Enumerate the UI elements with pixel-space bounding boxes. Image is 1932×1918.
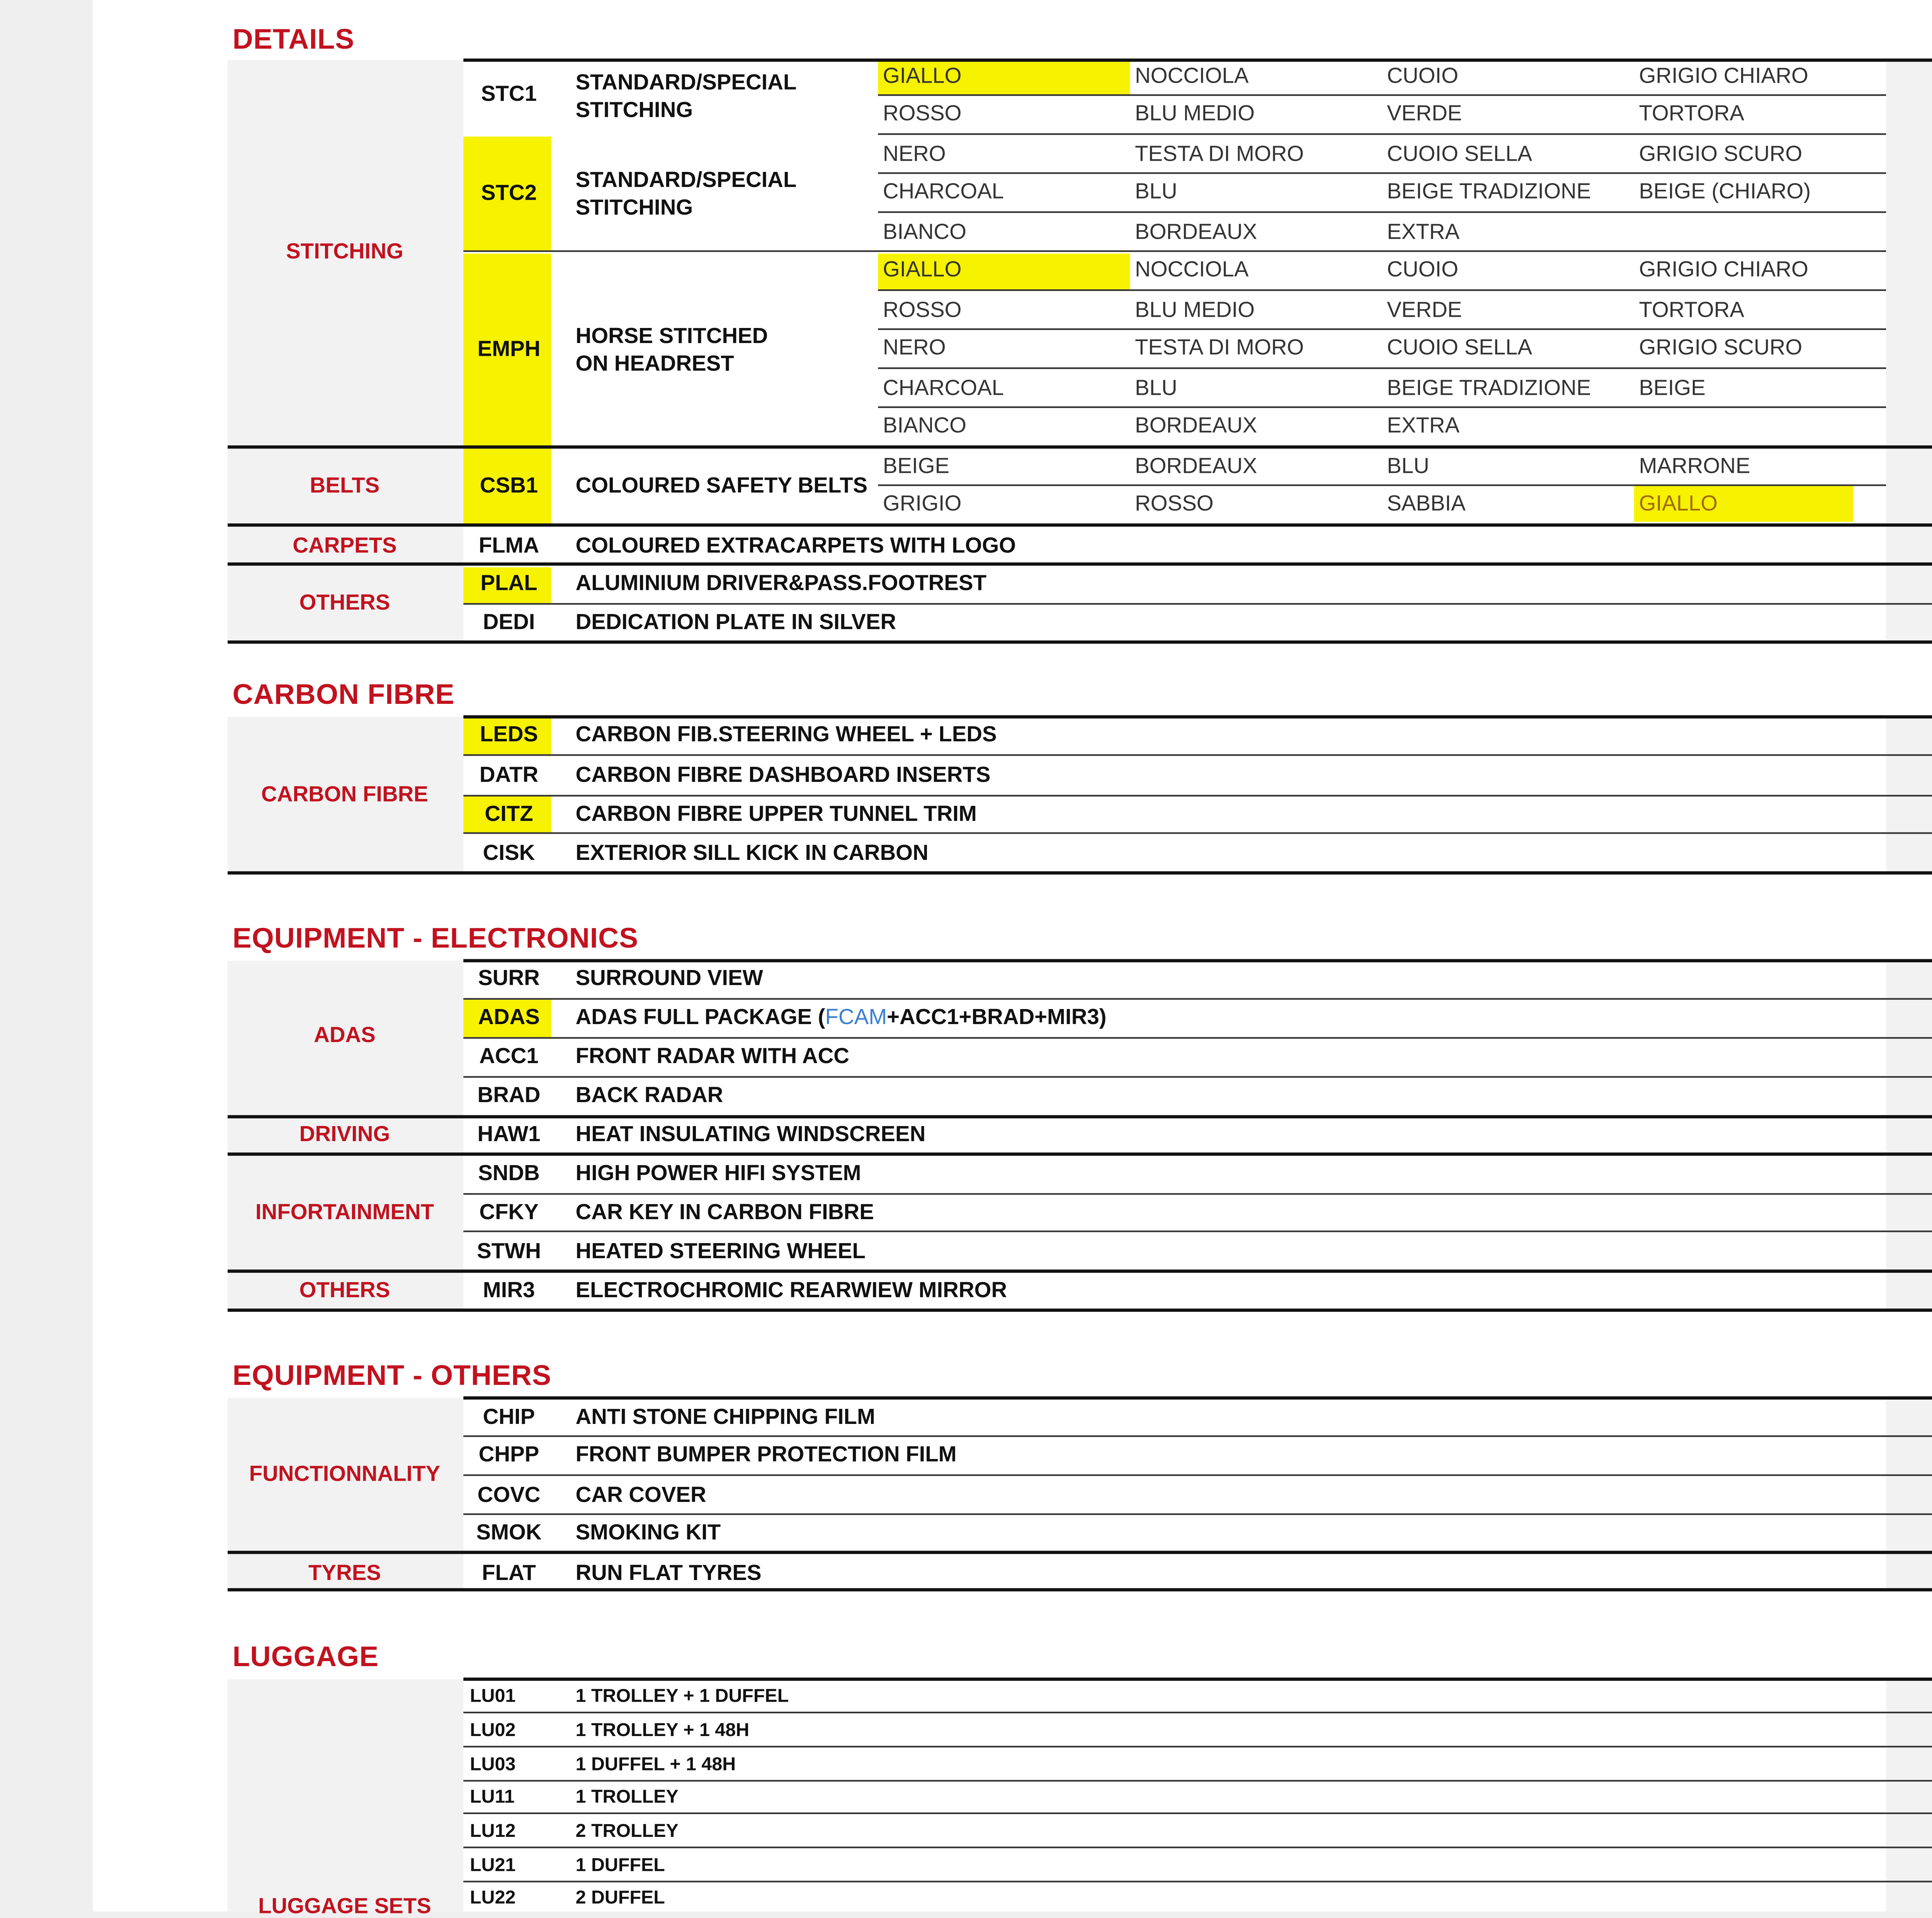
- section-title-luggage: LUGGAGE: [232, 1640, 379, 1673]
- color-option: BIANCO: [883, 219, 966, 244]
- item-code: SMOK: [476, 1520, 542, 1544]
- category-functionality: FUNCTIONNALITY: [249, 1461, 440, 1486]
- color-option: EXTRA: [1387, 219, 1460, 244]
- color-option: GRIGIO: [883, 491, 962, 515]
- section-title-carbon-fibre: CARBON FIBRE: [232, 678, 455, 710]
- section-title-equipment-others: EQUIPMENT - OTHERS: [232, 1359, 551, 1391]
- category-luggage-sets: LUGGAGE SETS: [258, 1894, 431, 1918]
- category-belts: BELTS: [310, 473, 380, 498]
- color-option: BEIGE (CHIARO): [1639, 178, 1811, 203]
- item-code: CHIP: [483, 1404, 535, 1429]
- item-description: 2 DUFFEL: [575, 1889, 665, 1909]
- color-option: CUOIO SELLA: [1387, 141, 1532, 166]
- item-description: COLOURED SAFETY BELTS: [575, 473, 868, 498]
- item-description: HEATED STEERING WHEEL: [575, 1238, 866, 1263]
- item-code: EMPH: [477, 336, 541, 361]
- item-code: LU01: [470, 1687, 516, 1707]
- color-option: EXTRA: [1387, 413, 1460, 437]
- color-option: NOCCIOLA: [1135, 63, 1249, 88]
- item-description: EXTERIOR SILL KICK IN CARBON: [575, 840, 929, 865]
- item-description: 1 DUFFEL: [575, 1856, 665, 1876]
- item-description: CAR COVER: [575, 1482, 706, 1507]
- color-option: CUOIO SELLA: [1387, 335, 1532, 359]
- item-code: LU22: [470, 1889, 516, 1909]
- item-description: FRONT BUMPER PROTECTION FILM: [575, 1442, 957, 1466]
- item-code: COVC: [477, 1482, 541, 1507]
- item-code: LEDS: [480, 722, 538, 746]
- item-code: LU02: [470, 1721, 516, 1741]
- item-description: ADAS FULL PACKAGE (FCAM+ACC1+BRAD+MIR3): [575, 1004, 1107, 1029]
- item-description: ELECTROCHROMIC REARWIEW MIRROR: [575, 1278, 1007, 1302]
- color-option: BORDEAUX: [1135, 454, 1257, 478]
- color-option: NOCCIOLA: [1135, 257, 1249, 281]
- category-tyres: TYRES: [308, 1560, 381, 1585]
- color-option: GIALLO: [883, 63, 962, 88]
- item-description: 1 DUFFEL + 1 48H: [575, 1755, 736, 1775]
- item-description: BACK RADAR: [575, 1082, 723, 1107]
- color-option: BORDEAUX: [1135, 413, 1257, 437]
- color-option: ROSSO: [883, 297, 962, 322]
- item-description: 1 TROLLEY + 1 DUFFEL: [575, 1687, 789, 1707]
- item-description: 2 TROLLEY: [575, 1822, 679, 1842]
- color-option: GRIGIO CHIARO: [1639, 257, 1808, 281]
- color-option: BEIGE: [883, 454, 950, 478]
- item-description: CAR KEY IN CARBON FIBRE: [575, 1199, 874, 1224]
- item-description: RUN FLAT TYRES: [575, 1560, 762, 1585]
- color-option: ROSSO: [883, 100, 962, 126]
- color-option: MARRONE: [1639, 454, 1750, 478]
- item-code: LU11: [470, 1788, 515, 1808]
- color-option: NERO: [883, 141, 946, 166]
- item-code: SURR: [478, 965, 540, 990]
- color-option: VERDE: [1387, 297, 1462, 322]
- details-price-column: [1886, 60, 1932, 642]
- item-code: DEDI: [483, 609, 535, 634]
- color-option: GRIGIO SCURO: [1639, 141, 1803, 166]
- item-code: SNDB: [478, 1160, 540, 1185]
- color-option: SABBIA: [1387, 491, 1466, 515]
- color-option: GIALLO: [1639, 491, 1718, 515]
- item-description: DEDICATION PLATE IN SILVER: [575, 609, 896, 634]
- color-option: BLU MEDIO: [1135, 297, 1255, 322]
- item-description: HEAT INSULATING WINDSCREEN: [575, 1121, 926, 1146]
- color-option: CUOIO: [1387, 257, 1459, 281]
- category-stitching: STITCHING: [286, 239, 403, 263]
- color-option: BLU: [1135, 178, 1177, 203]
- item-code: FLMA: [478, 533, 539, 558]
- item-description: SURROUND VIEW: [575, 965, 763, 990]
- item-description: ANTI STONE CHIPPING FILM: [575, 1404, 875, 1429]
- color-option: BEIGE TRADIZIONE: [1387, 375, 1591, 400]
- item-code: CISK: [483, 840, 535, 865]
- item-description: HORSE STITCHED ON HEADREST: [575, 323, 768, 376]
- color-option: GRIGIO CHIARO: [1639, 63, 1808, 88]
- item-description: SMOKING KIT: [575, 1520, 721, 1544]
- section-title-details: DETAILS: [232, 22, 355, 56]
- item-code: LU03: [470, 1755, 516, 1775]
- item-description: 1 TROLLEY + 1 48H: [575, 1721, 750, 1741]
- item-code: HAW1: [477, 1121, 541, 1146]
- color-option: BIANCO: [883, 413, 966, 437]
- item-description: CARBON FIB.STEERING WHEEL + LEDS: [575, 722, 997, 746]
- item-code: BRAD: [477, 1082, 541, 1107]
- item-code: CHPP: [478, 1442, 539, 1466]
- color-option: BEIGE: [1639, 375, 1706, 400]
- item-description: HIGH POWER HIFI SYSTEM: [575, 1160, 861, 1185]
- item-description: CARBON FIBRE UPPER TUNNEL TRIM: [575, 801, 977, 826]
- color-option: VERDE: [1387, 100, 1462, 126]
- item-description: CARBON FIBRE DASHBOARD INSERTS: [575, 762, 991, 787]
- item-description: COLOURED EXTRACARPETS WITH LOGO: [575, 533, 1016, 558]
- item-description: ALUMINIUM DRIVER&PASS.FOOTREST: [575, 570, 986, 595]
- color-option: BEIGE TRADIZIONE: [1387, 178, 1591, 203]
- color-option: CHARCOAL: [883, 375, 1004, 400]
- item-code: MIR3: [483, 1278, 535, 1302]
- color-option: GRIGIO SCURO: [1639, 335, 1803, 359]
- category-adas: ADAS: [314, 1022, 376, 1047]
- color-option: CHARCOAL: [883, 178, 1004, 203]
- color-option: CUOIO: [1387, 63, 1459, 88]
- color-option: NERO: [883, 335, 946, 359]
- item-description: STANDARD/SPECIAL STITCHING: [575, 70, 796, 122]
- category-others-electronics: OTHERS: [299, 1278, 390, 1302]
- item-code: DATR: [479, 762, 539, 787]
- item-code: FLAT: [482, 1560, 536, 1585]
- item-code: CFKY: [479, 1199, 539, 1224]
- color-option: TESTA DI MORO: [1135, 335, 1304, 359]
- category-carpets: CARPETS: [293, 533, 397, 558]
- item-code: PLAL: [480, 570, 537, 595]
- color-option: TORTORA: [1639, 100, 1745, 126]
- category-others: OTHERS: [299, 590, 390, 615]
- item-code: STC2: [481, 180, 537, 205]
- item-description: FRONT RADAR WITH ACC: [575, 1043, 850, 1068]
- color-option: BLU: [1387, 454, 1430, 478]
- item-code: LU21: [470, 1856, 516, 1876]
- category-infotainment: INFORTAINMENT: [255, 1199, 434, 1224]
- item-code: ADAS: [478, 1004, 540, 1029]
- item-code: LU12: [470, 1822, 516, 1842]
- color-option: BLU MEDIO: [1135, 100, 1255, 126]
- color-option: GIALLO: [883, 257, 962, 281]
- category-carbon-fibre: CARBON FIBRE: [261, 781, 429, 807]
- item-code: CSB1: [480, 473, 538, 498]
- item-code: CITZ: [485, 801, 533, 826]
- color-option: ROSSO: [1135, 491, 1214, 515]
- color-option: BORDEAUX: [1135, 219, 1257, 244]
- fcam-link[interactable]: FCAM: [825, 1004, 887, 1029]
- item-description: 1 TROLLEY: [575, 1788, 679, 1808]
- section-title-electronics: EQUIPMENT - ELECTRONICS: [232, 921, 639, 955]
- color-option: TORTORA: [1639, 297, 1745, 322]
- item-code: STWH: [477, 1238, 541, 1263]
- item-code: ACC1: [479, 1043, 539, 1068]
- item-description: STANDARD/SPECIAL STITCHING: [575, 167, 796, 220]
- color-option: BLU: [1135, 375, 1177, 400]
- item-code: STC1: [481, 81, 537, 106]
- category-driving: DRIVING: [299, 1121, 390, 1146]
- color-option: TESTA DI MORO: [1135, 141, 1304, 166]
